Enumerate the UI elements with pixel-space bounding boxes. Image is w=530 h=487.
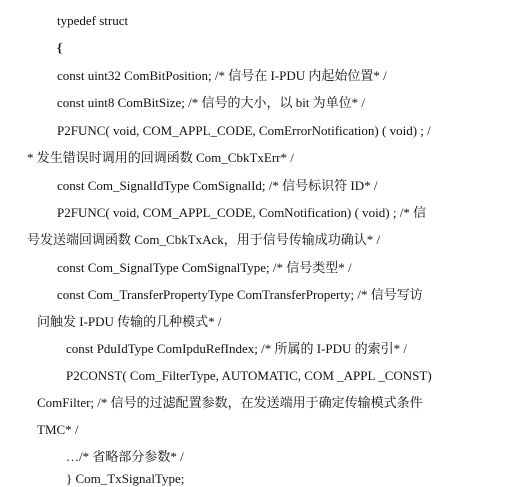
code-line-typedef: typedef struct bbox=[57, 13, 129, 28]
code-line-omitted-params: …/* 省略部分参数* / bbox=[66, 449, 184, 464]
code-line-combitposition: const uint32 ComBitPosition; /* 信号在 I-PDU 内起始位置* / bbox=[57, 68, 387, 83]
code-line-errornotification: P2FUNC( void, COM_APPL_CODE, ComErrorNotification) ( void) ; / bbox=[57, 123, 431, 138]
code-line-comipdurefindex: const PduIdType ComIpduRefIndex; /* 所属的 I-PDU 的索引* / bbox=[66, 341, 408, 356]
code-line-comtransferproperty-comment: 问触发 I-PDU 传输的几种模式* / bbox=[37, 314, 222, 329]
code-line-comnotification-comment: 号发送端回调函数 Com_CbkTxAck，用于信号传输成功确认* / bbox=[27, 232, 381, 247]
code-line-comtransferproperty: const Com_TransferPropertyType ComTransferProperty; /* 信号写访 bbox=[57, 287, 423, 302]
code-line-combitsize: const uint8 ComBitSize; /* 信号的大小，以 bit 为单位* / bbox=[57, 95, 366, 110]
code-line-comfilter: ComFilter; /* 信号的过滤配置参数，在发送端用于确定传输模式条件 bbox=[37, 395, 423, 410]
code-line-p2const: P2CONST( Com_FilterType, AUTOMATIC, COM _APPL _CONST) bbox=[66, 368, 432, 383]
code-line-comsignalid: const Com_SignalIdType ComSignalId; /* 信号标识符 ID* / bbox=[57, 178, 378, 193]
code-line-comfilter-comment-end: TMC* / bbox=[37, 422, 79, 437]
code-line-errornotification-comment: * 发生错误时调用的回调函数 Com_CbkTxErr* / bbox=[27, 150, 294, 165]
code-line-closing-typename: } Com_TxSignalType; bbox=[66, 471, 185, 486]
code-line-comsignaltype: const Com_SignalType ComSignalType; /* 信号类型* / bbox=[57, 260, 352, 275]
code-line-open-brace: { bbox=[57, 40, 63, 55]
code-line-comnotification: P2FUNC( void, COM_APPL_CODE, ComNotification) ( void) ; /* 信 bbox=[57, 205, 427, 220]
